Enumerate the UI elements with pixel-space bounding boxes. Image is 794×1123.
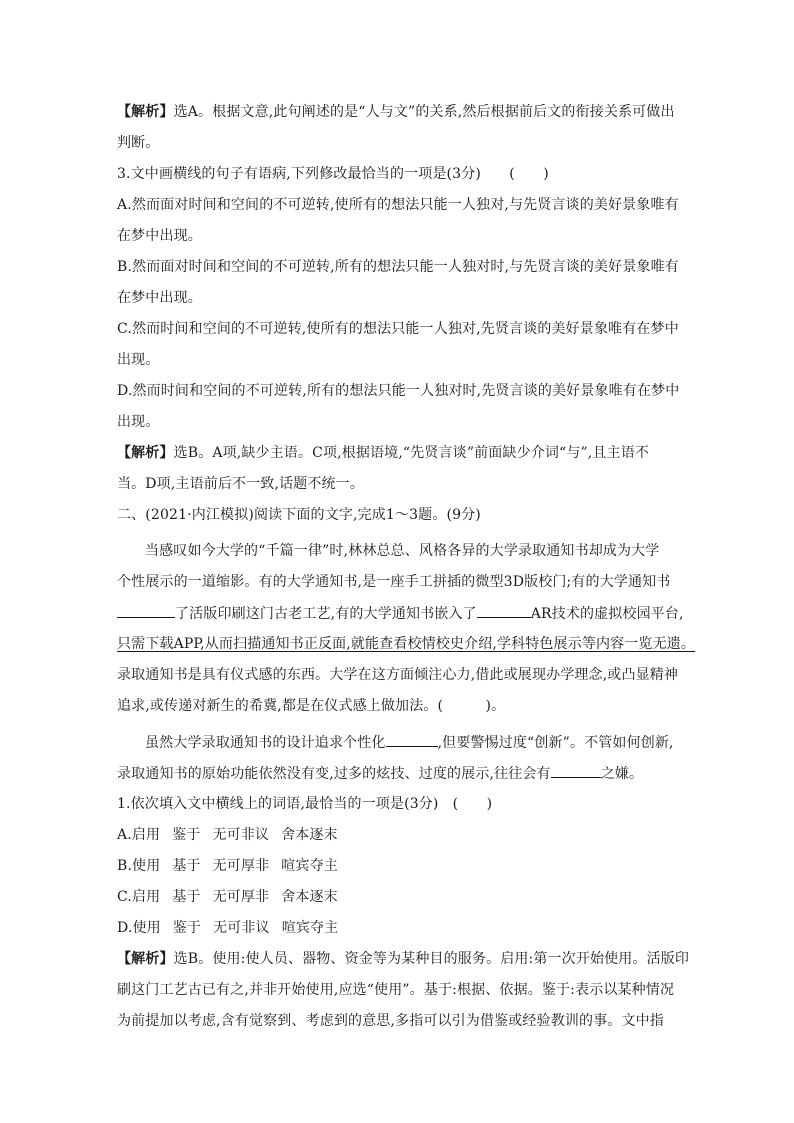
s2q1-stem: 1.依次填入文中横线上的词语,最恰当的一项是(3分) ( ) bbox=[117, 796, 493, 812]
s2q1-analysis-line3: 为前提加以考虑,含有觉察到、考虑到的意思,多指可以引为借鉴或经验教训的事。文中指 bbox=[117, 1013, 664, 1029]
q3-analysis-line2: 当。D项,主语前后不一致,话题不统一。 bbox=[117, 476, 364, 492]
s2q1-option-d: D.使用 鉴于 无可非议 喧宾夺主 bbox=[117, 920, 339, 936]
passage-p1-line2: 个性展示的一道缩影。有的大学通知书,是一座手工拼插的微型3D版校门;有的大学通知书 bbox=[117, 574, 671, 590]
analysis-tag: 【解析】 bbox=[117, 445, 174, 461]
q3-option-b-line1: B.然而面对时间和空间的不可逆转,所有的想法只能一人独对时,与先贤言谈的美好景象唯有 bbox=[117, 259, 679, 275]
analysis-tag: 【解析】 bbox=[117, 104, 174, 120]
fill-blank-3 bbox=[386, 732, 438, 747]
passage-p2-line1: 虽然大学录取通知书的设计追求个性化 ,但要警惕过度“创新”。不管如何创新, bbox=[145, 732, 725, 753]
analysis-tag: 【解析】 bbox=[117, 951, 174, 967]
passage-p1-line5: 录取通知书是具有仪式感的东西。大学在这方面倾注心力,借此或展现办学理念,或凸显精神 bbox=[117, 667, 679, 683]
s2q1-analysis-line1: 【解析】选B。使用:使人员、器物、资金等为某种目的服务。启用:第一次开始使用。活版印 bbox=[117, 951, 690, 967]
q3-option-d-line2: 出现。 bbox=[117, 414, 160, 430]
s2q1-option-c: C.启用 基于 无可厚非 舍本逐末 bbox=[117, 889, 338, 905]
fill-blank-2 bbox=[477, 603, 531, 618]
passage-p1-line3: 了活版印刷这门古老工艺,有的大学通知书嵌入了 AR技术的虚拟校园平台, bbox=[117, 603, 697, 624]
passage-p2-line2: 录取通知书的原始功能依然没有变,过多的炫技、过度的展示,往往会有 之嫌。 bbox=[117, 763, 697, 784]
passage-underlined-sentence: 只需下载APP,从而扫描通知书正反面,就能查看校情校史介绍,学科特色展示等内容一览无遗。 bbox=[117, 636, 696, 652]
passage-p1-line6: 追求,或传递对新生的希冀,都是在仪式感上做加法。( )。 bbox=[117, 698, 506, 714]
fill-blank-1 bbox=[117, 603, 175, 618]
q3-option-c-line1: C.然而时间和空间的不可逆转,使所有的想法只能一人独对,先贤言谈的美好景象唯有在梦中 bbox=[117, 321, 679, 337]
s2q1-option-a: A.启用 鉴于 无可非议 舍本逐末 bbox=[117, 827, 338, 843]
s2q1-analysis-line2: 刷这门工艺古已有之,并非开始使用,应选“使用”。基于:根据、依据。鉴于:表示以某种情况 bbox=[117, 982, 675, 998]
q3-stem: 3.文中画横线的句子有语病,下列修改最恰当的一项是(3分) ( ) bbox=[117, 166, 549, 182]
q3-option-b-line2: 在梦中出现。 bbox=[117, 290, 202, 306]
q2-analysis-line1: 【解析】选A。根据文意,此句阐述的是“人与文”的关系,然后根据前后文的衔接关系可做出 bbox=[117, 104, 675, 120]
s2q1-option-b: B.使用 基于 无可厚非 喧宾夺主 bbox=[117, 858, 338, 874]
fill-blank-4 bbox=[551, 763, 601, 778]
passage-p1-line1: 当感叹如今大学的“千篇一律”时,林林总总、风格各异的大学录取通知书却成为大学 bbox=[145, 543, 660, 559]
q3-option-d-line1: D.然而时间和空间的不可逆转,所有的想法只能一人独对时,先贤言谈的美好景象唯有在梦中 bbox=[117, 383, 680, 399]
section2-heading: 二、(2021·内江模拟)阅读下面的文字,完成1～3题。(9分) bbox=[117, 507, 481, 523]
q3-option-c-line2: 出现。 bbox=[117, 352, 160, 368]
q3-option-a-line2: 在梦中出现。 bbox=[117, 228, 202, 244]
q3-analysis-line1: 【解析】选B。A项,缺少主语。C项,根据语境,“先贤言谈”前面缺少介词“与”,且主语不 bbox=[117, 445, 649, 461]
q2-analysis-line2: 判断。 bbox=[117, 135, 160, 151]
q3-option-a-line1: A.然而面对时间和空间的不可逆转,使所有的想法只能一人独对,与先贤言谈的美好景象唯有 bbox=[117, 197, 679, 213]
